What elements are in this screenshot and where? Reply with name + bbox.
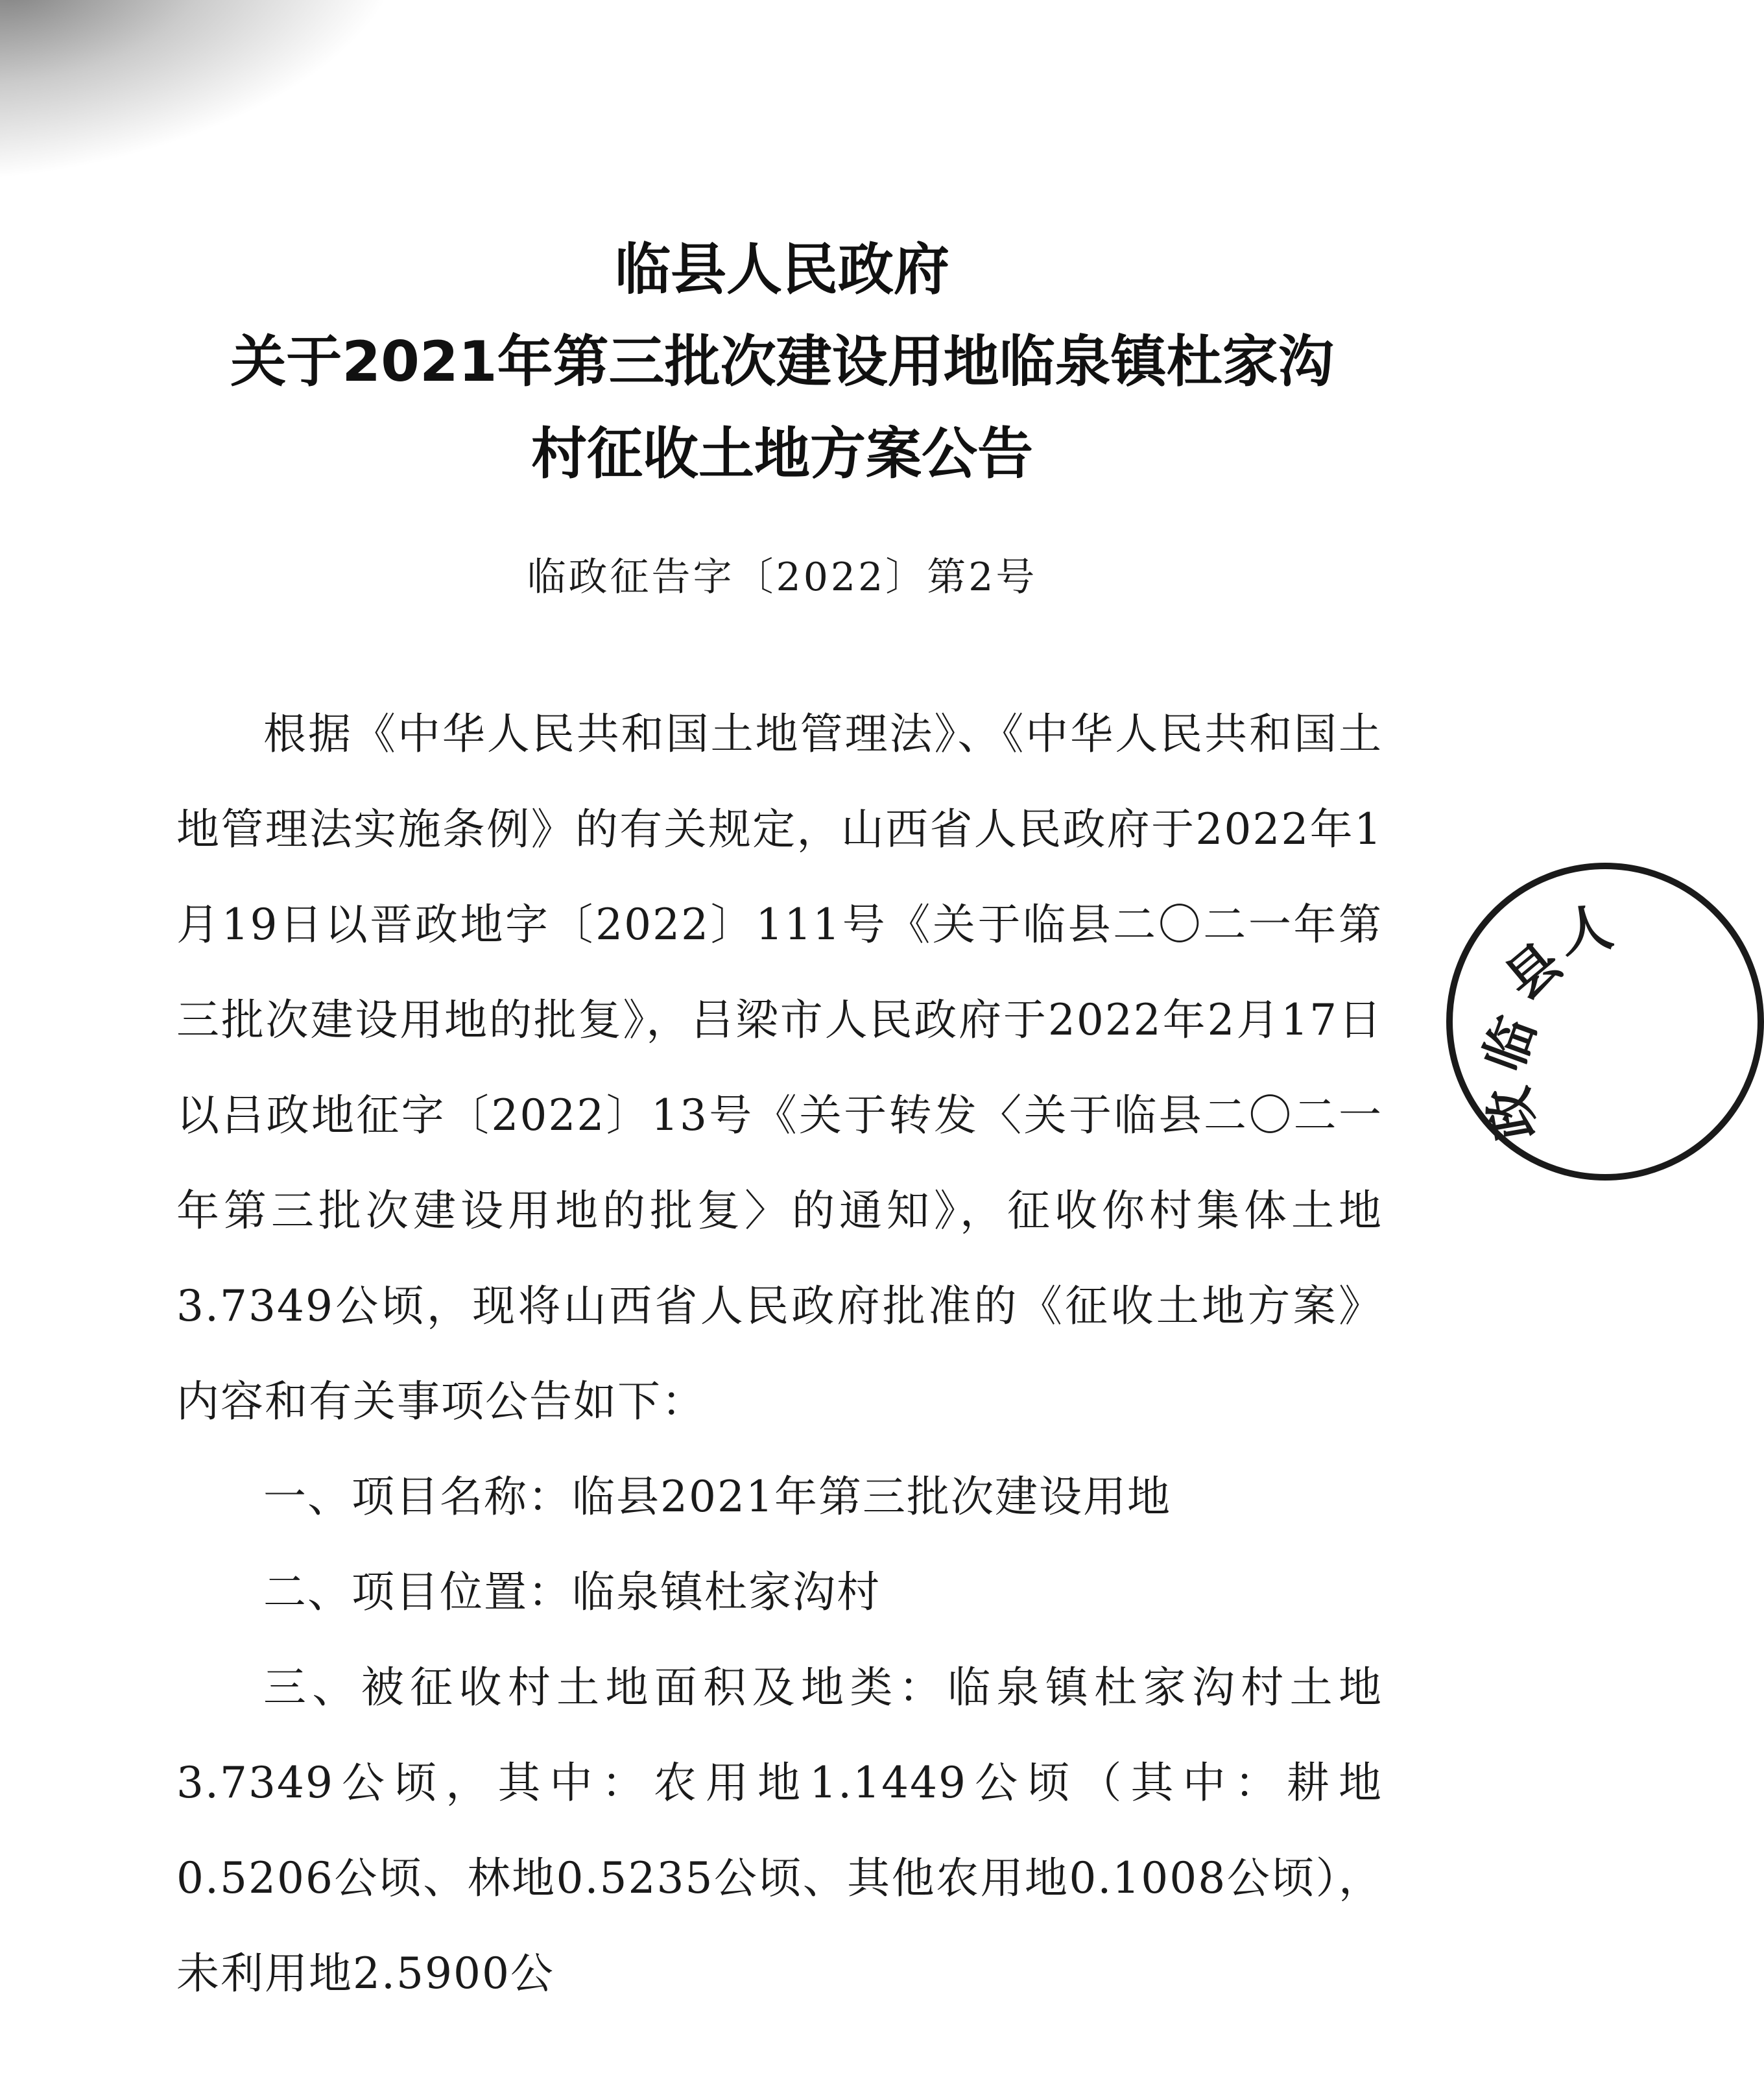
seal-char: 县 xyxy=(1494,931,1573,1012)
title-line-1: 临县人民政府 xyxy=(615,237,949,302)
intro-paragraph: 根据《中华人民共和国土地管理法》、《中华人民共和国土地管理法实施条例》的有关规定，山西省人民政府于2022年1月19日以晋政地字〔2022〕111号《关于临县二〇二一年第三批次建设用地的批复》，吕梁市人民政府于2022年2月17日以吕政地征字〔2022〕13号《关于转发〈关于临县二〇二一年第三批次建设用地的批复〉的通知》，征收你村集体土地3.7349公顷，现将山西省人民政府批准的《征收土地方案》内容和有关事项公告如下： xyxy=(176,709,1383,1426)
document-body xyxy=(176,686,1383,2021)
item-project-location: 二、项目位置：临泉镇杜家沟村 xyxy=(263,1567,881,1617)
official-seal-stamp xyxy=(1446,863,1764,1181)
document-title xyxy=(0,224,1564,500)
item-project-name: 一、项目名称：临县2021年第三批次建设用地 xyxy=(263,1472,1171,1522)
document-number: 临政征告字〔2022〕第2号 xyxy=(527,555,1038,600)
scan-shadow xyxy=(0,0,429,189)
title-line-2: 关于2021年第三批次建设用地临泉镇杜家沟 xyxy=(230,330,1334,394)
seal-char: 政 xyxy=(1478,1082,1547,1144)
title-line-3: 村征收土地方案公告 xyxy=(531,422,1033,486)
seal-char: 人 xyxy=(1555,896,1617,965)
seal-char: 临 xyxy=(1473,1009,1547,1079)
item-land-area: 三、被征收村土地面积及地类：临泉镇杜家沟村土地3.7349公顷，其中：农用地1.1449公顷（其中：耕地0.5206公顷、林地0.5235公顷、其他农用地0.1008公顷），未利用地2.5900公 xyxy=(176,1662,1383,1998)
